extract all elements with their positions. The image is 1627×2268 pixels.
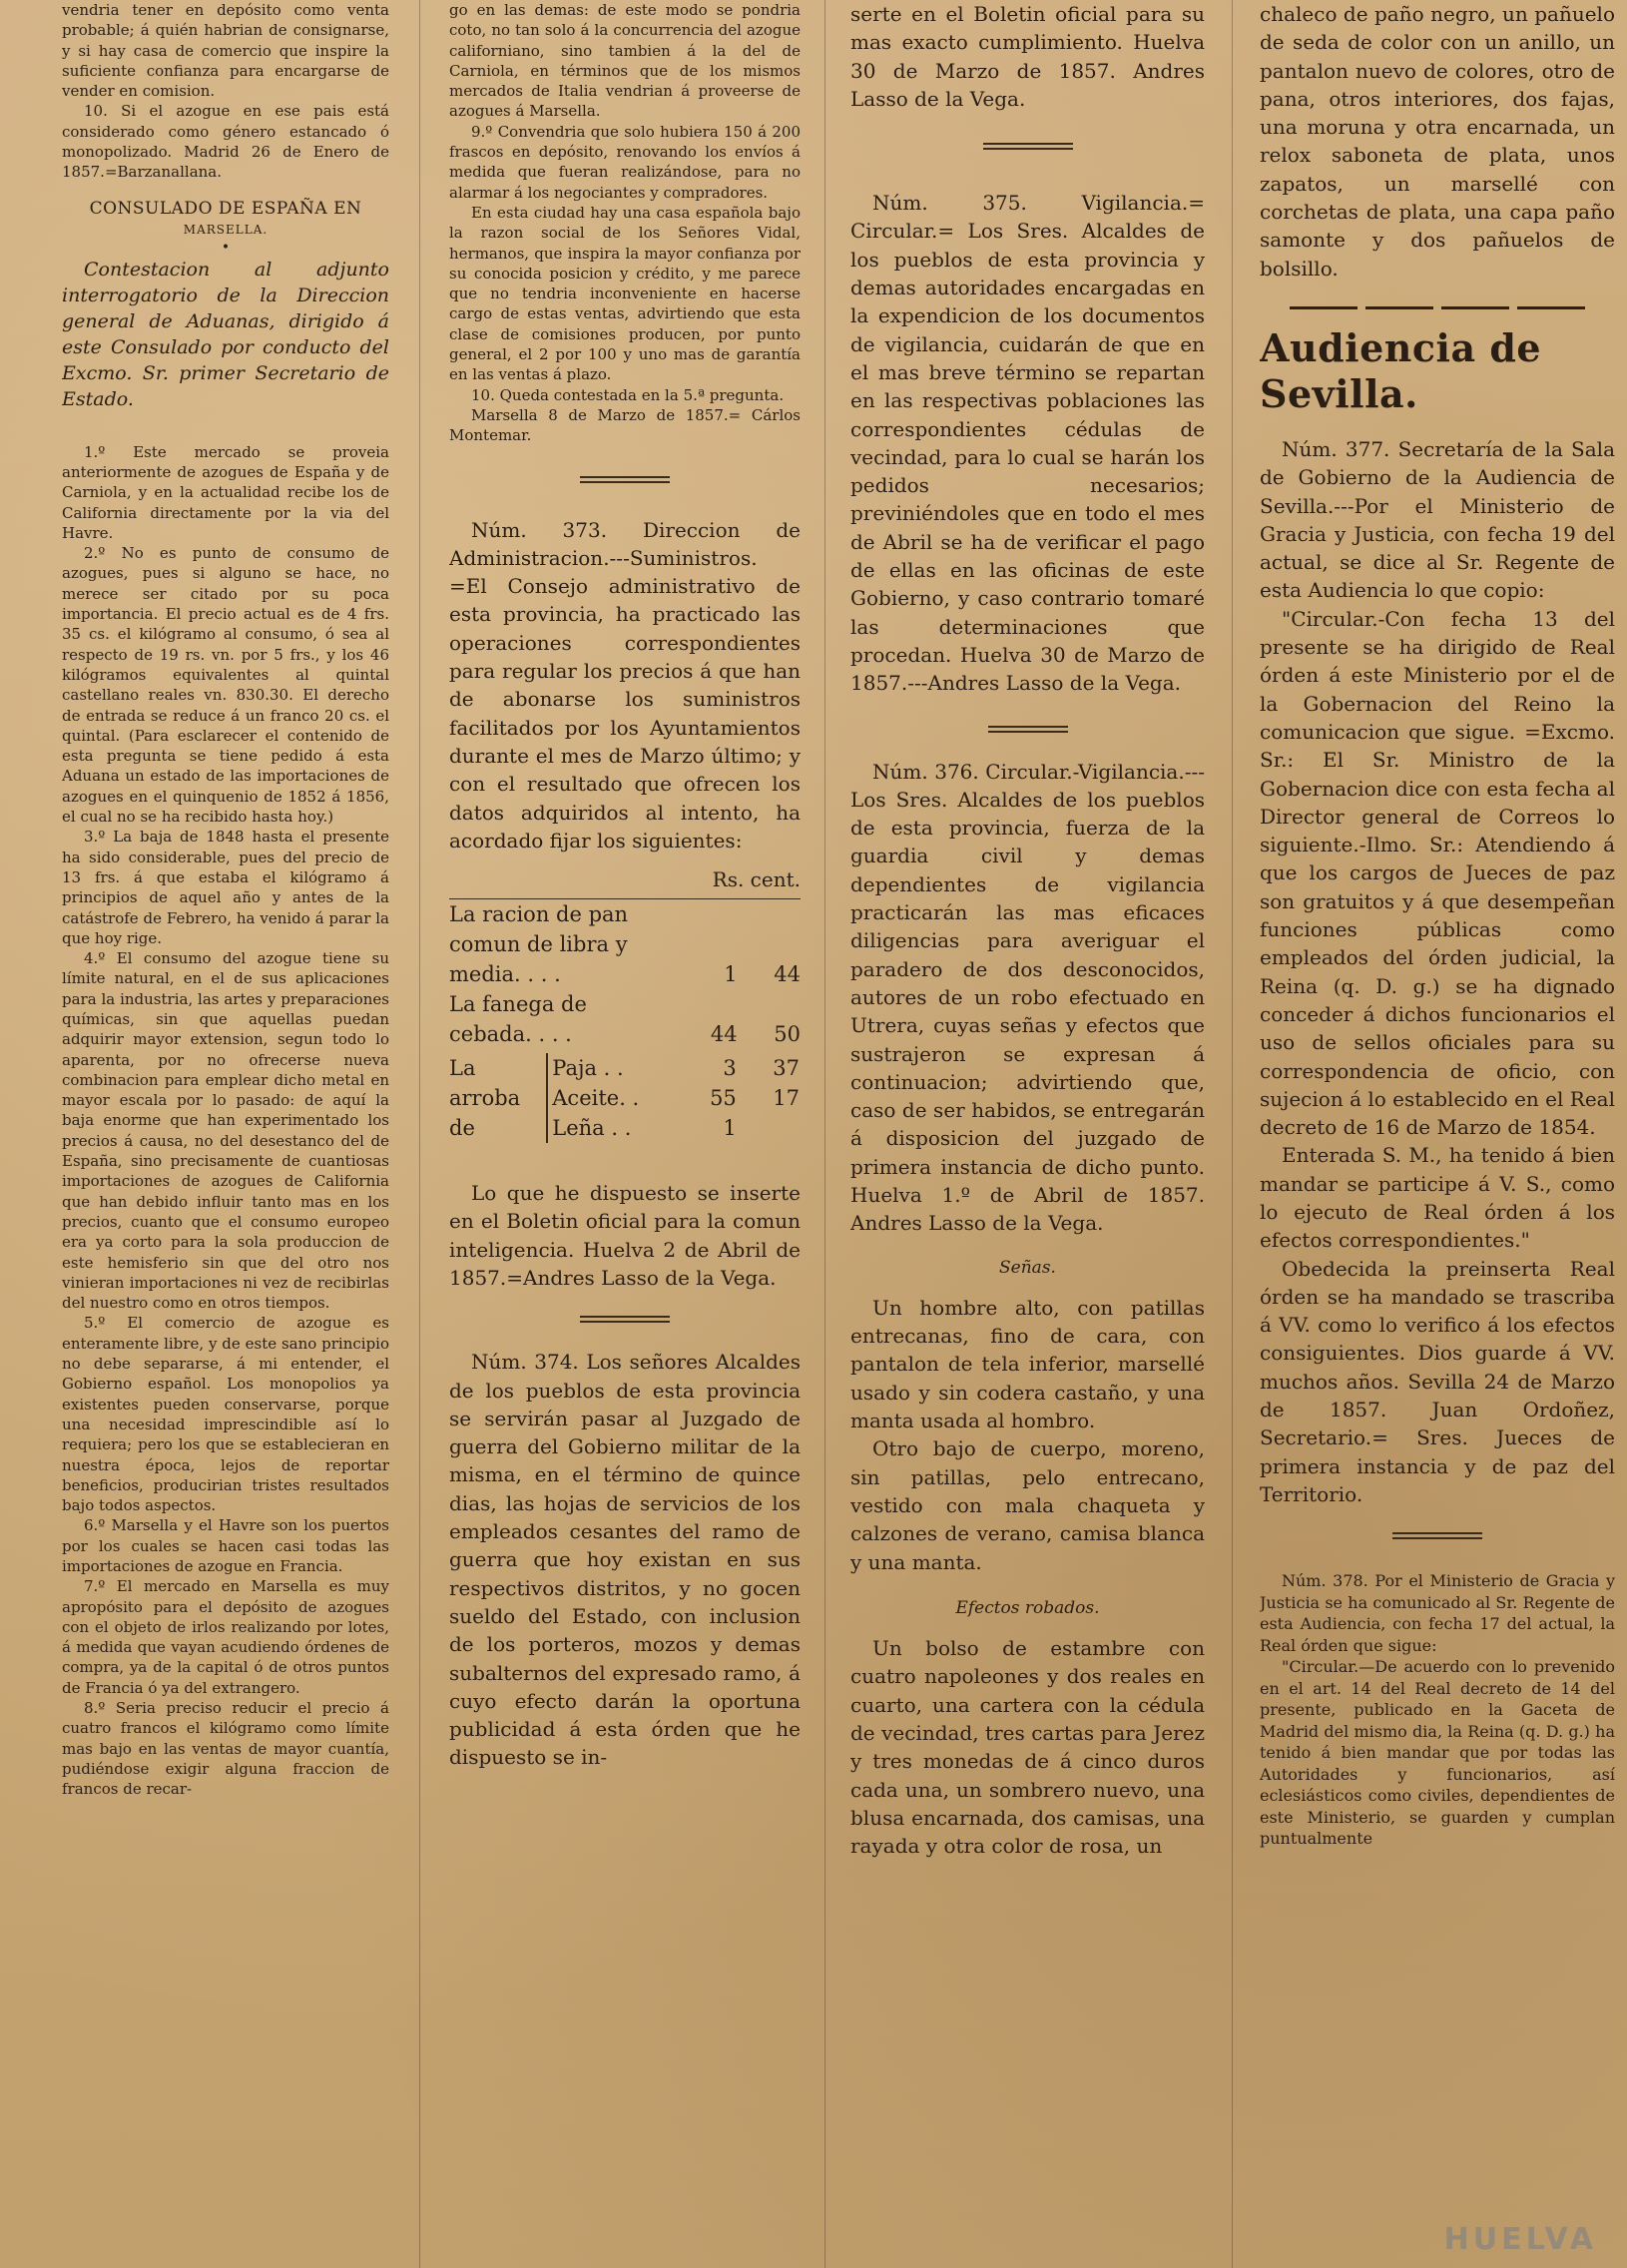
column-rule: [1232, 0, 1233, 2268]
paragraph: Otro bajo de cuerpo, moreno, sin patillas, pelo entrecano, vestido con mala chaqueta y calzones de verano, camisa blanca y una manta.: [850, 1436, 1205, 1574]
paragraph: En esta ciudad hay una casa española bajo la razon social de los Señores Vidal, hermanos, que inspira la mayor confianza por su conocida posicion y crédito, y me parece que no tendria inconveniente en hacerse cargo de estas ventas, advirtiendo que esta clase de comisiones producen, por punto general, el 2 por 100 y uno mas de garantía en las ventas á plazo.: [449, 203, 801, 384]
section-heading: CONSULADO DE ESPAÑA EN: [89, 198, 362, 219]
paragraph: 6.º Marsella y el Havre son los puertos por los cuales se hacen casi todas las importaciones de azogue en Francia.: [62, 1516, 389, 1575]
paragraph: Lo que he dispuesto se inserte en el Boletin oficial para la comun inteligencia. Huelva 2 de Abril de 1857.=Andres Lasso de la Vega.: [449, 1181, 801, 1290]
paragraph: serte en el Boletin oficial para su mas exacto cumplimiento. Huelva 30 de Marzo de 1857. Andres Lasso de la Vega.: [850, 2, 1205, 111]
paragraph: 10. Queda contestada en la 5.ª pregunta.: [471, 385, 785, 404]
table-cell: Paja . .: [547, 1053, 673, 1083]
paragraph: 9.º Convendria que solo hubiera 150 á 200 frascos en depósito, renovando los envíos á medida que fueran realizándose, para no alarmar á los negociantes y compradores.: [449, 122, 801, 202]
separator: [983, 141, 1073, 153]
paragraph: 1.º Este mercado se proveia anteriormente de azogues de España y de Carniola, y en la actualidad recibe los de California directamente por la via del Havre.: [62, 442, 389, 542]
separator: [1392, 1530, 1482, 1542]
table-cell: 55: [710, 1086, 737, 1111]
section-subheading: MARSELLA.: [183, 222, 269, 237]
separator: [580, 474, 670, 486]
ornament-dot: •: [221, 239, 231, 256]
table-cell: 50: [774, 1022, 801, 1047]
signature: Marsella 8 de Marzo de 1857.= Cárlos Montemar.: [449, 405, 801, 445]
paragraph: Núm. 378. Por el Ministerio de Gracia y Justicia se ha comunicado al Sr. Regente de esta Audiencia, con fecha 17 del actual, la Real órden que sigue:: [1260, 1571, 1615, 1655]
paragraph: "Circular.-Con fecha 13 del presente se ha dirigido de Real órden á este Ministerio por el de la Gobernacion del Reino la comunicacion que sigue. =Excmo. Sr.: El Sr. Ministro de la Gobernacion dice con esta fecha al Director general de Correos lo siguiente.-Ilmo. Sr.: Atendiendo á que los cargos de Jueces de paz son gratuitos y á que desempeñan funciones públicas como empleados del órden judicial, la Reina (q. D. g.) se ha dignado conceder á dichos funcionarios el uso de sellos oficiales para su correspondencia de oficio, con sujecion á lo establecido en el Real decreto de 16 de Marzo de 1854.: [1260, 606, 1615, 1140]
paragraph: Un hombre alto, con patillas entrecanas, fino de cara, con pantalon de tela inferior, marsellé usado y sin codera castaño, y una manta usada al hombro.: [850, 1295, 1205, 1433]
table-row: [449, 989, 801, 1049]
paragraph: Núm. 377. Secretaría de la Sala de Gobierno de la Audiencia de Sevilla.---Por el Ministerio de Gracia y Justicia, con fecha 19 del actual, se dice al Sr. Regente de esta Audiencia lo que copio:: [1260, 436, 1615, 603]
table-cell: [737, 1113, 800, 1143]
paragraph: Un bolso de estambre con cuatro napoleones y dos reales en cuarto, una cartera con la cédula de vecindad, tres cartas para Jerez y tres monedas de á cinco duros cada una, un sombrero nuevo, una blusa encarnada, dos camisas, una rayada y otra color de rosa, un: [850, 1636, 1205, 1859]
paragraph: Núm. 376. Circular.-Vigilancia.---Los Sres. Alcaldes de los pueblos de esta provincia, fuerza de la guardia civil y demas dependientes de vigilancia practicarán las mas eficaces diligencias para averiguar el paradero de dos desconocidos, autores de un robo efectuado en Utrera, cuyas señas y efectos que sustrajeron se expresan á continuacion; advirtiendo que, caso de ser habidos, se entregarán á disposicion del juzgado de primera instancia de dicho punto. Huelva 1.º de Abril de 1857. Andres Lasso de la Vega.: [850, 759, 1205, 1236]
table-cell: La arroba de: [449, 1056, 521, 1141]
arroba-table: [449, 1053, 801, 1143]
price-table: [449, 899, 801, 1049]
column-3: [850, 0, 1205, 1861]
archive-stamp: HUELVA: [1443, 2222, 1597, 2257]
separator: [580, 1314, 670, 1326]
paragraph: 4.º El consumo del azogue tiene su límite natural, en el de sus aplicaciones para la industria, las artes y preparaciones químicas, sin que aquellas puedan adquirir mayor extension, segun todo lo aparenta, por no ofrecerse nueva combinacion para emplear dicho metal en mayor escala por lo pasado: de aquí la baja enorme que han experimentado los precios á causa, no del desestanco del de España, sino precisamente de cuantiosas importaciones de azogues de California que han debido influir tanto mas en los precios, cuanto que el consumo europeo era ya corto para la sola produccion de este hemisferio sin que del otro nos vinieran importaciones ni vez de recibirlas del nuestro como en otros tiempos.: [62, 949, 389, 1313]
subsection-title: Señas.: [999, 1257, 1056, 1278]
paragraph: 8.º Seria preciso reducir el precio á cuatro francos el kilógramo como límite mas bajo en las ventas de mayor cuantía, pudiéndose exigir alguna fraccion de francos de recar-: [62, 1699, 389, 1799]
table-cell: La fanega de cebada. . . .: [449, 992, 587, 1047]
table-cell: 44: [774, 962, 801, 987]
column-rule: [824, 0, 825, 2268]
paragraph: 10. Si el azogue en ese pais está considerado como género estancado ó monopolizado. Madrid 26 de Enero de 1857.=Barzanallana.: [62, 102, 389, 182]
table-row: [449, 1053, 800, 1083]
separator: [1260, 306, 1615, 309]
table-cell: 3: [723, 1056, 737, 1081]
paragraph: 7.º El mercado en Marsella es muy apropósito para el depósito de azogues con el objeto de irlos realizando por lotes, á medida que vayan acudiendo órdenes de compra, ya de la capital ó de otros puntos de Francia ó ya del extrangero.: [62, 1577, 389, 1697]
paragraph: go en las demas: de este modo se pondria coto, no tan solo á la concurrencia del azogue californiano, sino tambien á la del de Carniola, en términos que de los mismos mercados de Italia vendrian á proveerse de azogues á Marsella.: [449, 1, 801, 121]
paragraph: vendria tener en depósito como venta probable; á quién habrian de consignarse, y si hay casa de comercio que inspire la suficiente confianza para encargarse de vender en comision.: [62, 1, 389, 101]
paragraph: Obedecida la preinserta Real órden se ha mandado se trascriba á VV. como lo verifico á los efectos consiguientes. Dios guarde á VV. muchos años. Sevilla 24 de Marzo de 1857. Juan Ordoñez, Secretario.= Sres. Jueces de primera instancia y de paz del Territorio.: [1260, 1256, 1615, 1506]
paragraph: "Circular.—De acuerdo con lo prevenido en el art. 14 del Real decreto de 14 del presente, publicado en la Gaceta de Madrid del mismo dia, la Reina (q. D. g.) ha tenido á bien mandar que por todas las Autoridades y funcionarios, así eclesiásticos como civiles, dependientes de este Ministerio, se guarden y cumplan puntualmente: [1260, 1657, 1615, 1849]
column-1: [62, 0, 389, 1800]
section-title: Audiencia de Sevilla.: [1260, 324, 1542, 416]
column-4: [1260, 0, 1615, 1850]
paragraph: 5.º El comercio de azogue es enteramente libre, y de este sano principio no debe separarse, á mi entender, el Gobierno español. Los monopolios ya existentes pueden conservarse, porque una necesidad imprescindible así lo requiera; pero los que se establecieran en nuestra época, lejos de reportar beneficios, producirian tristes resultados bajo todos aspectos.: [62, 1314, 389, 1515]
paragraph: chaleco de paño negro, un pañuelo de seda de color con un anillo, un pantalon nuevo de colores, otro de pana, otros interiores, dos fajas, una moruna y otra encarnada, un relox saboneta de plata, unos zapatos, un marsellé con corchetas de plata, una capa paño samonte y dos pañuelos de bolsillo.: [1260, 2, 1615, 281]
table-cell: Leña . .: [547, 1113, 673, 1143]
paragraph: 2.º No es punto de consumo de azogues, pues si alguno se hace, no merece ser citado por su poca importancia. El precio actual es de 4 frs. 35 cs. el kilógramo al consumo, ó sea al respecto de 19 rs. vn. por 5 frs., y los 46 kilógramos equivalentes al quintal castellano reales vn. 830.30. El derecho de entrada se reduce á un franco 20 cs. el quintal. (Para esclarecer el contenido de esta pregunta se tiene pedido á esta Aduana un estado de las importaciones de azogues en el quinquenio de 1852 á 1856, el cual no se ha recibido hasta hoy.): [62, 544, 389, 827]
table-cell: 1: [724, 962, 738, 987]
table-cell: 1: [723, 1116, 737, 1141]
column-rule: [419, 0, 420, 2268]
table-cell: Aceite. .: [547, 1083, 673, 1113]
paragraph: 3.º La baja de 1848 hasta el presente ha sido considerable, pues del precio de 13 frs. á que estaba el kilógramo á principios de aquel año y antes de la catástrofe de Febrero, ha venido á parar la que hoy rige.: [62, 828, 389, 947]
paragraph: Enterada S. M., ha tenido á bien mandar se participe á V. S., como lo ejecuto de Real órden á los efectos correspondientes.": [1260, 1143, 1615, 1253]
table-cell: 44: [710, 1022, 738, 1047]
paragraph: Núm. 375. Vigilancia.= Circular.= Los Sres. Alcaldes de los pueblos de esta provincia y demas autoridades encargadas en la expendicion de los documentos de vigilancia, cuidarán de que en el mas breve término se repartan en las respectivas poblaciones las correspondientes cédulas de vecindad, para lo cual se harán los pedidos necesarios; previniéndoles que en todo el mes de Abril se ha de verificar el pago de ellas en las oficinas de este Gobierno, y caso contrario tomaré las determinaciones que procedan. Huelva 30 de Marzo de 1857.---Andres Lasso de la Vega.: [850, 191, 1205, 696]
table-header: Rs. cent.: [449, 864, 801, 899]
paragraph: Núm. 373. Direccion de Administracion.---Suministros. =El Consejo administrativo de esta provincia, ha practicado las operaciones correspondientes para regular los precios á que han de abonarse los suministros facilitados por los Ayuntamientos durante el mes de Marzo último; y con el resultado que ofrecen los datos adquiridos al intento, ha acordado fijar los siguientes:: [449, 517, 801, 852]
table-cell: 37: [773, 1056, 800, 1081]
subsection-title: Efectos robados.: [955, 1597, 1100, 1618]
separator: [988, 724, 1068, 736]
table-cell: 17: [773, 1086, 800, 1111]
italic-title: Contestacion al adjunto interrogatorio de la Direccion general de Aduanas, dirigido á este Consulado por conducto del Excmo. Sr. primer Secretario de Estado.: [62, 258, 389, 410]
table-row: [449, 899, 801, 989]
column-2: [449, 0, 801, 1772]
table-cell: La racion de pan comun de libra y media. . . .: [449, 902, 629, 987]
paragraph: Núm. 374. Los señores Alcaldes de los pueblos de esta provincia se servirán pasar al Juzgado de guerra del Gobierno militar de la misma, en el término de quince dias, las hojas de servicios de los empleados cesantes del ramo de guerra que hoy existan en sus respectivos distritos, y no gocen sueldo del Estado, con inclusion de los porteros, mozos y demas subalternos del expresado ramo, á cuyo efecto darán la oportuna publicidad á esta órden que he dispuesto se in-: [449, 1350, 801, 1770]
